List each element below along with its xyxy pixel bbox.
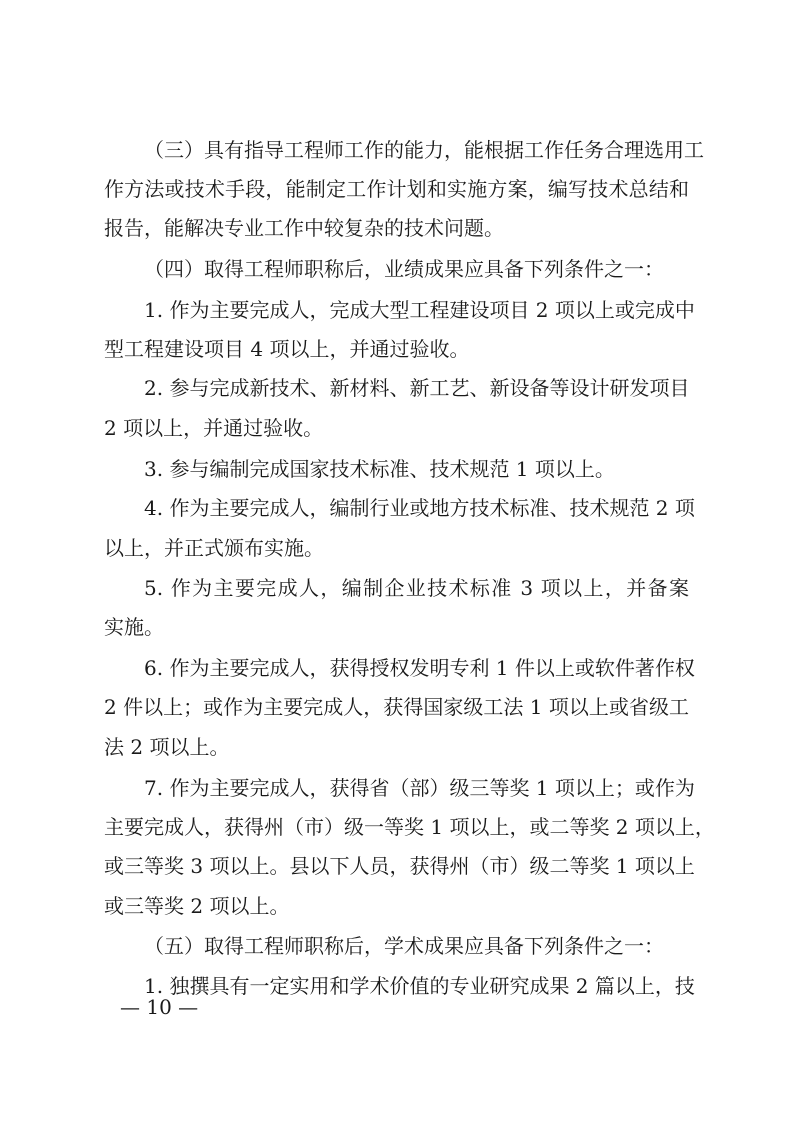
text-line: 实施。 — [104, 615, 164, 639]
text-line: 以上，并正式颁布实施。 — [104, 536, 324, 560]
text-line: （三）具有指导工程师工作的能力，能根据工作任务合理选用工 — [144, 138, 704, 162]
text-line: 2. 参与完成新技术、新材料、新工艺、新设备等设计研发项目 — [144, 376, 690, 400]
text-line: 7. 作为主要完成人，获得省（部）级三等奖 1 项以上；或作为 — [144, 776, 695, 800]
text-line: 报告，能解决专业工作中较复杂的技术问题。 — [104, 216, 504, 240]
text-line: 1. 独撰具有一定实用和学术价值的专业研究成果 2 篇以上，技 — [144, 974, 695, 998]
page-number: — 10 — — [120, 995, 199, 1019]
text-line: 2 项以上，并通过验收。 — [104, 416, 324, 440]
text-line: 2 件以上；或作为主要完成人，获得国家级工法 1 项以上或省级工 — [104, 695, 689, 719]
text-line: （四）取得工程师职称后，业绩成果应具备下列条件之一： — [144, 257, 664, 281]
text-line: 或三等奖 2 项以上。 — [104, 894, 290, 918]
text-line: 型工程建设项目 4 项以上，并通过验收。 — [104, 337, 470, 361]
text-line: 主要完成人，获得州（市）级一等奖 1 项以上，或二等奖 2 项以上， — [104, 815, 715, 839]
text-line: 1. 作为主要完成人，完成大型工程建设项目 2 项以上或完成中 — [144, 298, 695, 322]
text-line: 法 2 项以上。 — [104, 735, 230, 759]
text-line: 4. 作为主要完成人，编制行业或地方技术标准、技术规范 2 项 — [144, 496, 695, 520]
text-line: 3. 参与编制完成国家技术标准、技术规范 1 项以上。 — [144, 457, 615, 481]
text-line: 5. 作为主要完成人，编制企业技术标准 3 项以上，并备案 — [144, 576, 689, 600]
text-line: 6. 作为主要完成人，获得授权发明专利 1 件以上或软件著作权 — [144, 656, 695, 680]
text-line: 或三等奖 3 项以上。县以下人员，获得州（市）级二等奖 1 项以上 — [104, 854, 695, 878]
text-line: 作方法或技术手段，能制定工作计划和实施方案，编写技术总结和 — [104, 177, 689, 201]
text-line: （五）取得工程师职称后，学术成果应具备下列条件之一： — [144, 934, 664, 958]
